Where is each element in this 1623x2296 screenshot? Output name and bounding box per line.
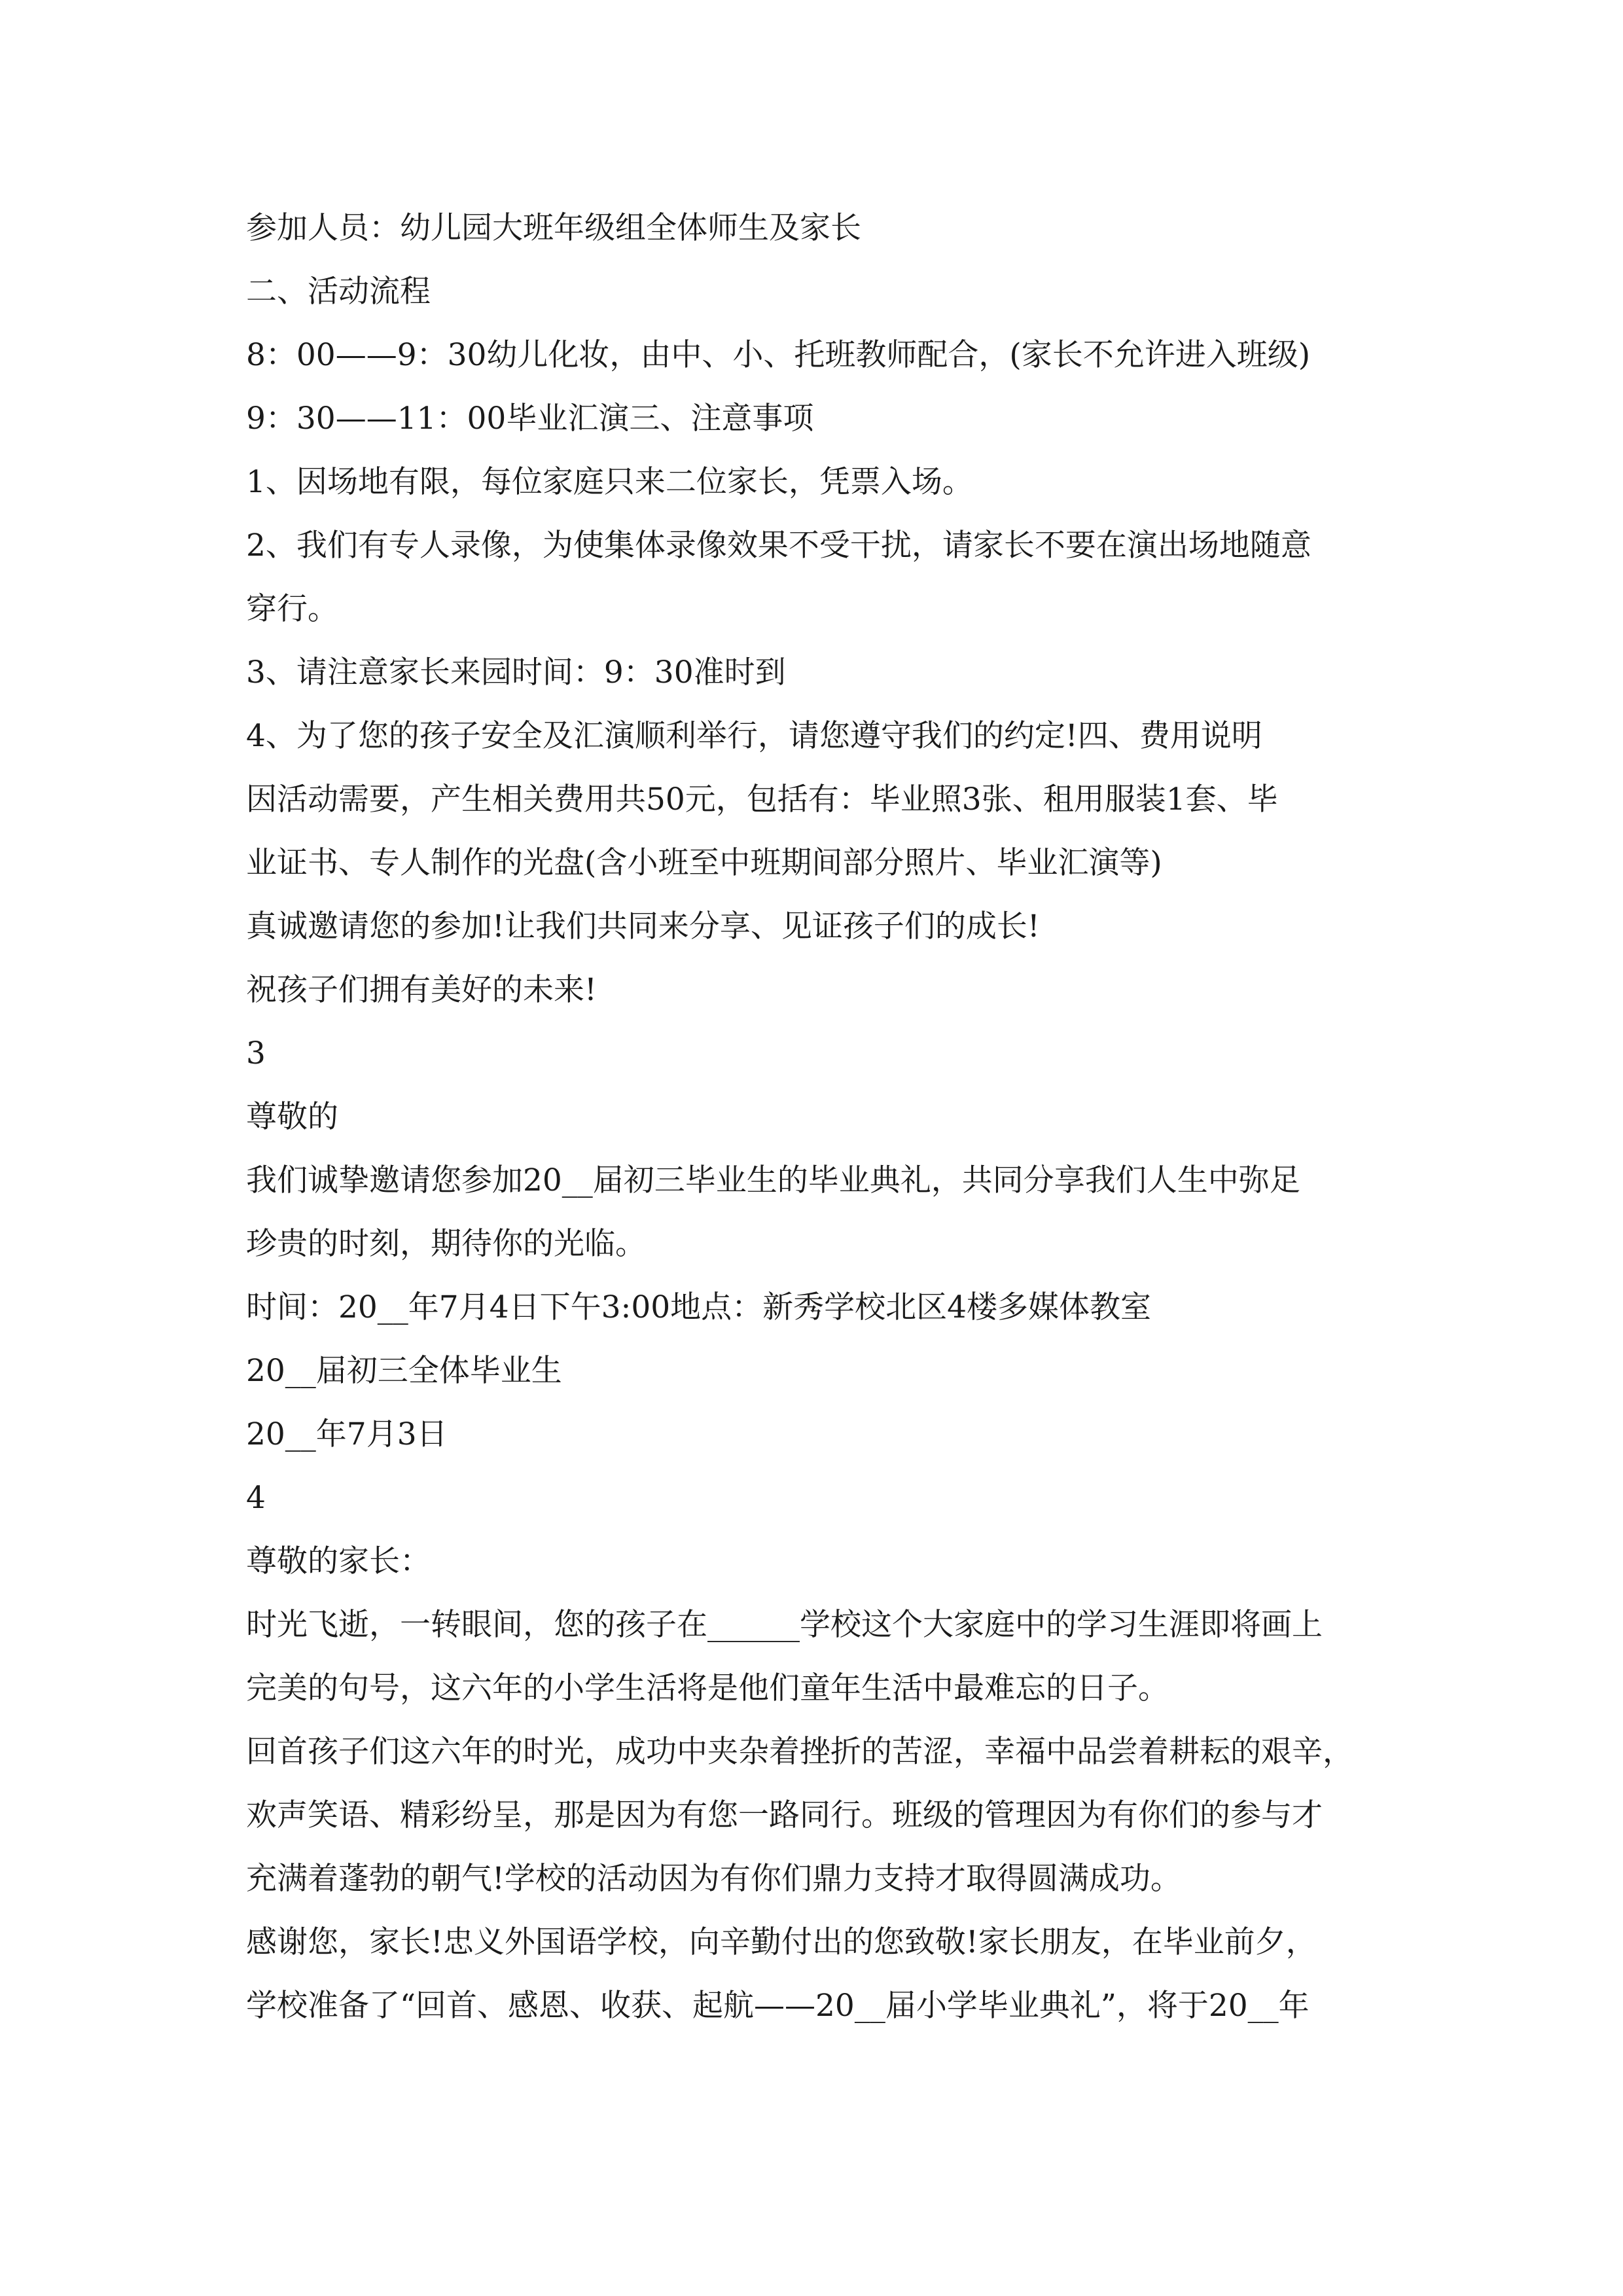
letter-paragraph-1-cont: 完美的句号，这六年的小学生活将是他们童年生活中最难忘的日子。	[246, 1670, 1169, 1706]
notice-item-4: 4、为了您的孩子安全及汇演顺利举行，请您遵守我们的约定!四、费用说明	[246, 718, 1262, 754]
blessing-line: 祝孩子们拥有美好的未来!	[246, 972, 597, 1008]
signature-line: 20__届初三全体毕业生	[246, 1353, 562, 1389]
fee-description-cont: 业证书、专人制作的光盘(含小班至中班期间部分照片、毕业汇演等)	[246, 845, 1162, 881]
schedule-line-makeup: 8：00——9：30幼儿化妆，由中、小、托班教师配合，(家长不允许进入班级)	[246, 337, 1311, 373]
date-line: 20__年7月3日	[246, 1416, 448, 1452]
invitation-paragraph-cont: 珍贵的时刻，期待你的光临。	[246, 1226, 646, 1262]
notice-item-2: 2、我们有专人录像，为使集体录像效果不受干扰，请家长不要在演出场地随意	[246, 528, 1311, 564]
salutation-parents: 尊敬的家长：	[246, 1543, 431, 1579]
section-heading-process: 二、活动流程	[246, 274, 431, 310]
salutation: 尊敬的	[246, 1099, 338, 1135]
notice-item-2-cont: 穿行。	[246, 591, 338, 627]
letter-paragraph-2-end: 充满着蓬勃的朝气!学校的活动因为有你们鼎力支持才取得圆满成功。	[246, 1861, 1181, 1897]
fee-description: 因活动需要，产生相关费用共50元，包括有：毕业照3张、租用服装1套、毕	[246, 781, 1278, 817]
section-number-4: 4	[246, 1480, 266, 1516]
schedule-line-performance: 9：30——11：00毕业汇演三、注意事项	[246, 401, 814, 437]
letter-paragraph-1: 时光飞逝，一转眼间，您的孩子在______学校这个大家庭中的学习生涯即将画上	[246, 1607, 1323, 1643]
letter-paragraph-2-cont: 欢声笑语、精彩纷呈，那是因为有您一路同行。班级的管理因为有你们的参与才	[246, 1797, 1323, 1833]
letter-paragraph-3-cont: 学校准备了“回首、感恩、收获、起航——20__届小学毕业典礼”，将于20__年	[246, 1988, 1310, 2024]
letter-paragraph-2: 回首孩子们这六年的时光，成功中夹杂着挫折的苦涩，幸福中品尝着耕耘的艰辛，	[246, 1734, 1353, 1770]
invitation-paragraph: 我们诚挚邀请您参加20__届初三毕业生的毕业典礼，共同分享我们人生中弥足	[246, 1162, 1300, 1198]
participants-line: 参加人员：幼儿园大班年级组全体师生及家长	[246, 210, 861, 246]
notice-item-1: 1、因场地有限，每位家庭只来二位家长，凭票入场。	[246, 464, 973, 500]
time-place-line: 时间：20__年7月4日下午3:00地点：新秀学校北区4楼多媒体教室	[246, 1289, 1152, 1325]
notice-item-3: 3、请注意家长来园时间：9：30准时到	[246, 655, 786, 691]
section-number-3: 3	[246, 1035, 266, 1071]
letter-paragraph-3: 感谢您，家长!忠义外国语学校，向辛勤付出的您致敬!家长朋友，在毕业前夕，	[246, 1924, 1317, 1960]
document-body	[246, 196, 1385, 2037]
invitation-line: 真诚邀请您的参加!让我们共同来分享、见证孩子们的成长!	[246, 908, 1040, 944]
